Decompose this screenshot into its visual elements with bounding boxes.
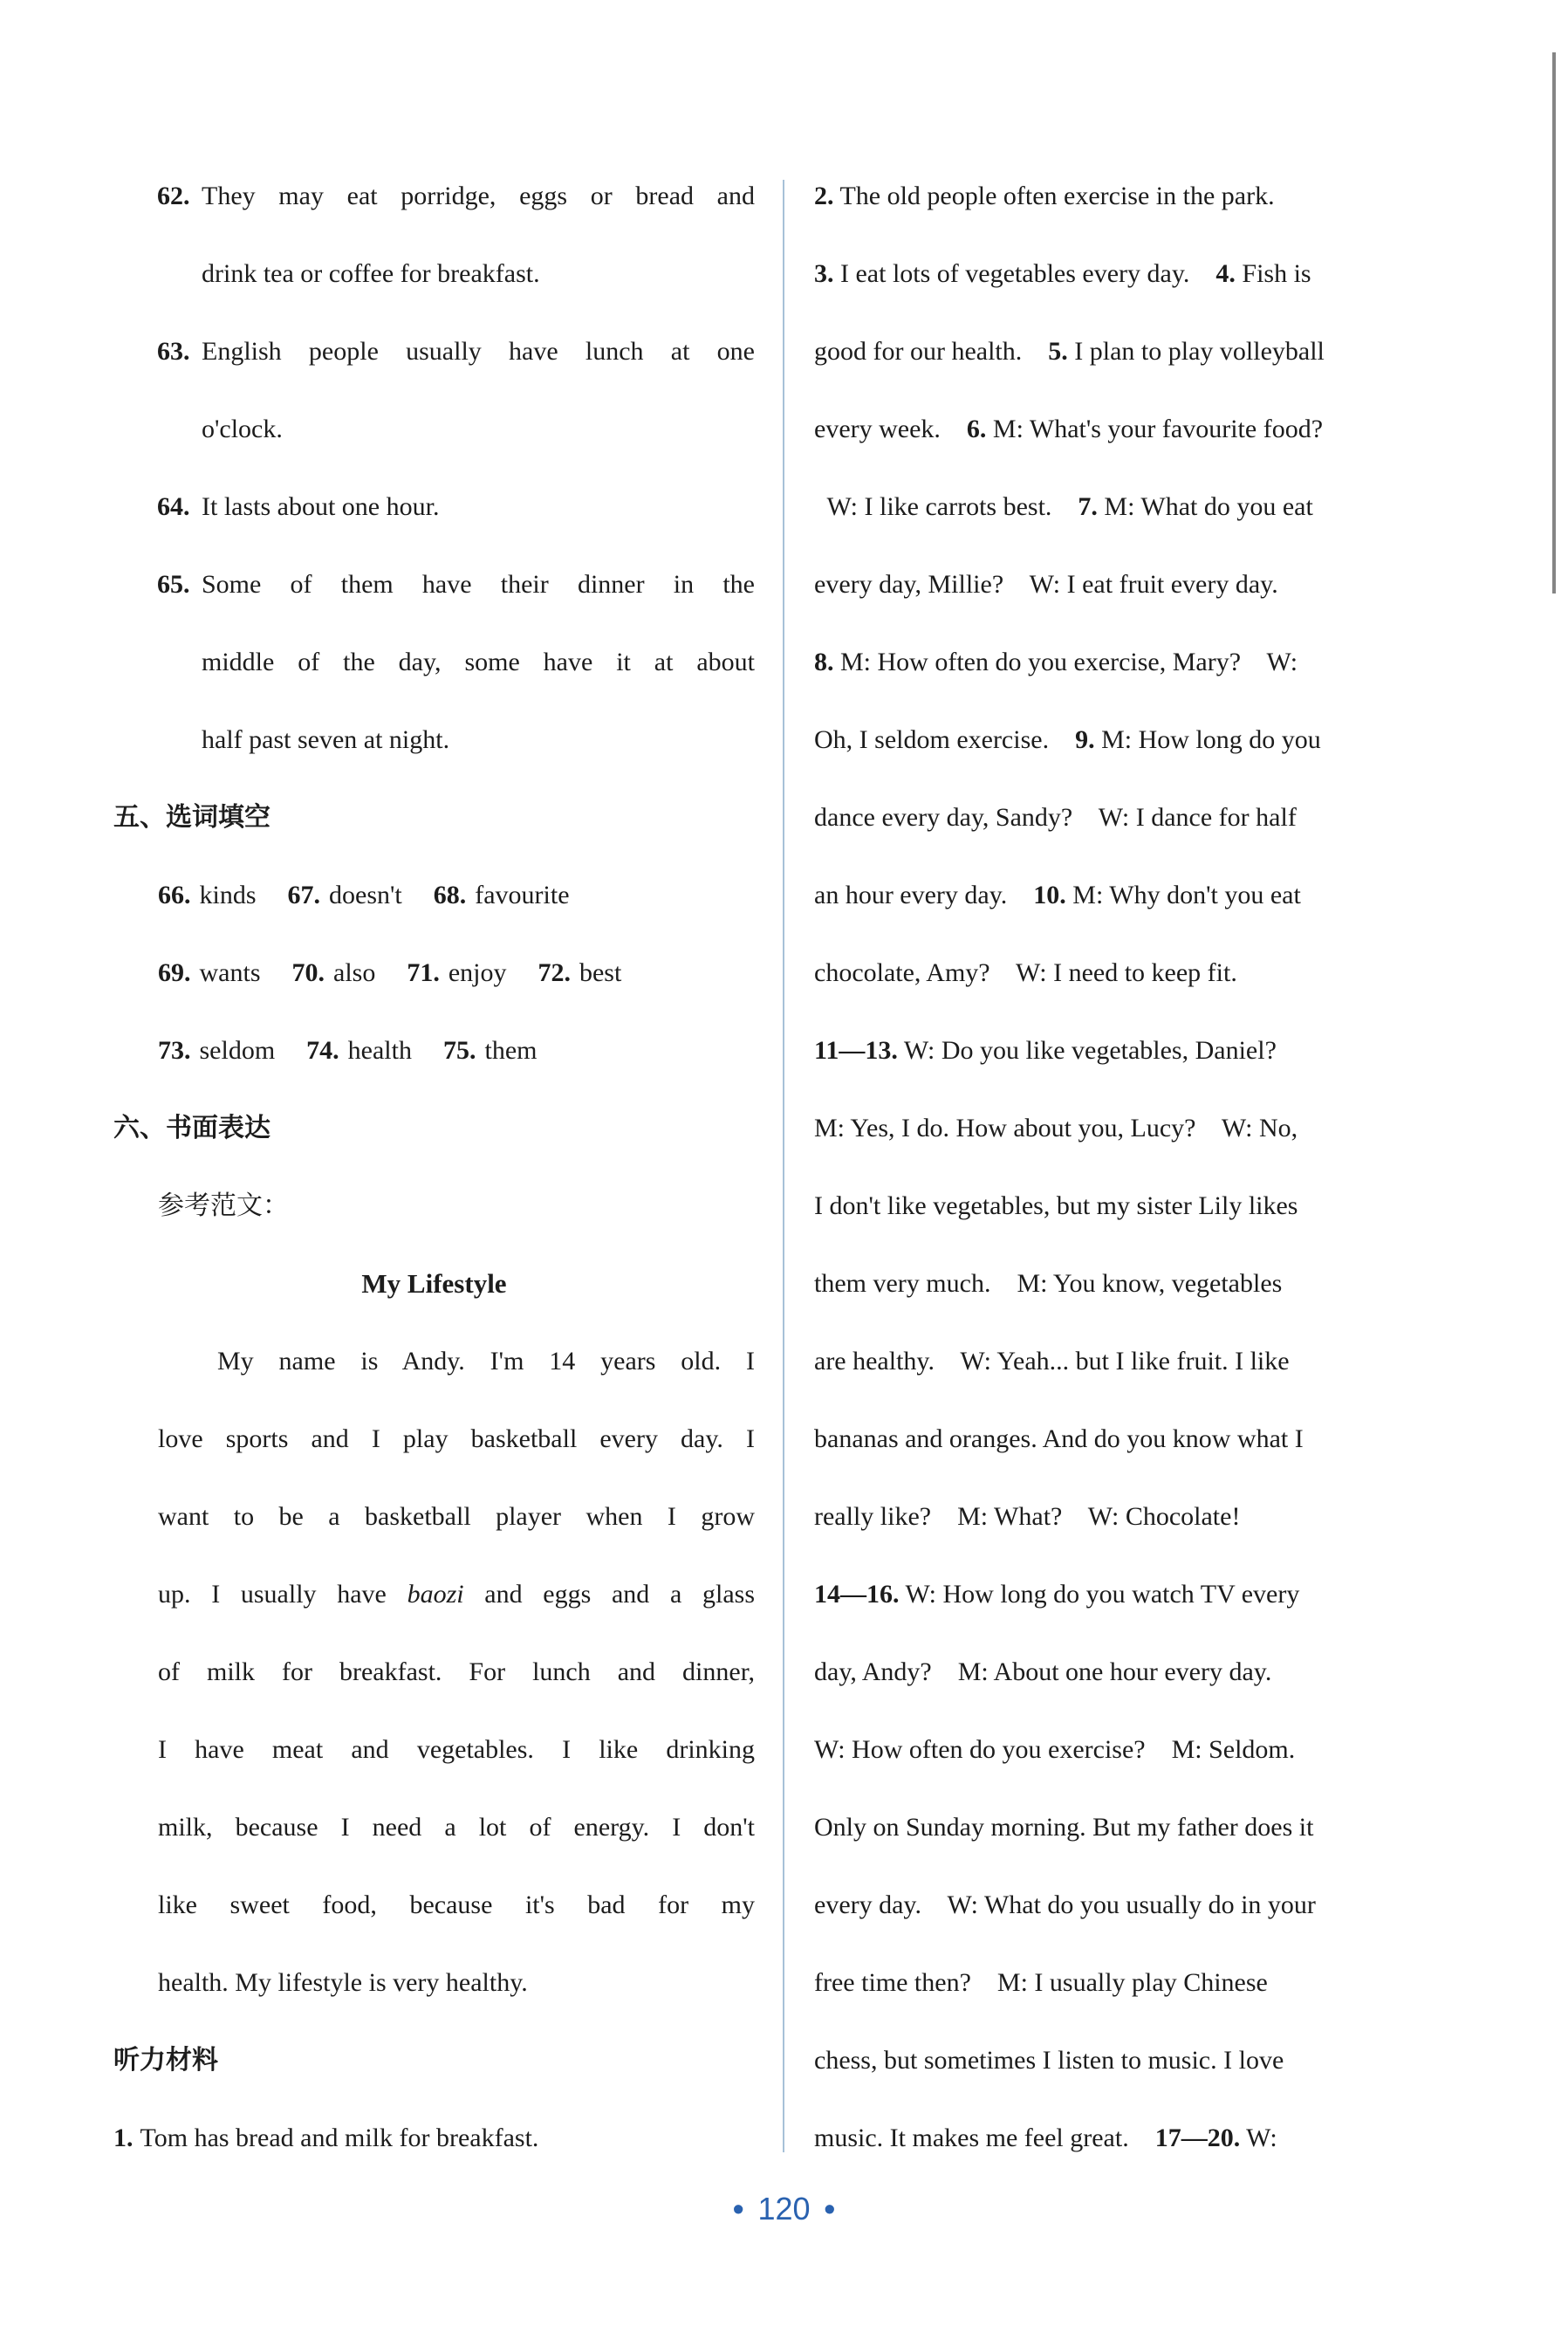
page-number (0, 2191, 1568, 2227)
blank-number: 75. (442, 1036, 476, 1065)
transcript-line (814, 1478, 1457, 1555)
blank-row (113, 1012, 755, 1089)
transcript-text: really like? M: What? W: Chocolate! (814, 1502, 1241, 1531)
page-dot-right: • (824, 2191, 836, 2227)
blank-number: 74. (306, 1036, 339, 1065)
transcript-text: an hour every day. (814, 881, 1034, 909)
essay-line: I have meat and vegetables. I like drinking (158, 1735, 755, 1764)
transcript-text: Only on Sunday morning. But my father does it (814, 1813, 1314, 1842)
essay-text: and eggs and a glass (463, 1580, 756, 1609)
transcript-number: 7. (1078, 492, 1098, 521)
blank-row (113, 856, 755, 934)
column-divider (783, 180, 784, 2152)
transcript-line (814, 1633, 1457, 1711)
transcript-line (814, 779, 1457, 856)
blank-word: them (484, 1036, 538, 1065)
blank-number: 73. (158, 1036, 191, 1065)
listening-item (113, 2099, 755, 2177)
transcript-line (814, 390, 1457, 468)
answer-number: 65. (157, 570, 190, 599)
blank-number: 67. (287, 881, 321, 909)
blank-answer (288, 856, 402, 934)
transcript-line (814, 1089, 1457, 1167)
answer-line (113, 390, 755, 468)
blank-answer (443, 1012, 538, 1089)
transcript-text: I eat lots of vegetables every day. (833, 259, 1216, 288)
blank-word: also (333, 958, 376, 987)
blank-word: best (579, 958, 622, 987)
blank-answer (306, 1012, 412, 1089)
transcript-text: M: How often do you exercise, Mary? W: (833, 648, 1298, 676)
transcript-text: Fish is (1235, 259, 1311, 288)
transcript-line (814, 1012, 1457, 1089)
blank-word: favourite (475, 881, 570, 909)
transcript-line (814, 1322, 1457, 1400)
essay-title: My Lifestyle (361, 1268, 507, 1299)
essay-line: of milk for breakfast. For lunch and dinner, (158, 1657, 755, 1686)
transcript-text: every day, Millie? W: I eat fruit every day. (814, 570, 1278, 599)
transcript-line (814, 934, 1457, 1012)
transcript-number: 4. (1215, 259, 1236, 288)
transcript-line (814, 157, 1457, 235)
transcript-number: 10. (1033, 881, 1066, 909)
section-heading-5: 五、选词填空 (113, 802, 270, 833)
listening-text: Tom has bread and milk for breakfast. (140, 2124, 539, 2152)
scan-edge-mark (1552, 52, 1556, 594)
transcript-line (814, 1245, 1457, 1322)
transcript-text: M: What do you eat (1097, 492, 1313, 521)
blank-answer (158, 1012, 275, 1089)
answer-text: o'clock. (202, 415, 283, 443)
transcript-text: I don't like vegetables, but my sister Lily likes (814, 1191, 1298, 1220)
blank-word: wants (199, 958, 261, 987)
transcript-line (814, 1167, 1457, 1245)
transcript-number: 9. (1075, 725, 1095, 754)
blank-number: 70. (291, 958, 325, 987)
sample-label: 参考范文： (158, 1190, 289, 1221)
transcript-text: bananas and oranges. And do you know what I (814, 1424, 1304, 1453)
transcript-number: 6. (966, 415, 987, 443)
answer-text: It lasts about one hour. (202, 492, 440, 521)
blank-number: 72. (538, 958, 571, 987)
transcript-line (814, 1400, 1457, 1478)
answer-line (113, 468, 755, 545)
blank-word: seldom (199, 1036, 276, 1065)
transcript-text: free time then? M: I usually play Chinese (814, 1968, 1268, 1997)
transcript-text: them very much. M: You know, vegetables (814, 1269, 1283, 1298)
transcript-line (814, 1866, 1457, 1944)
transcript-line (814, 2021, 1457, 2099)
transcript-text: are healthy. W: Yeah... but I like fruit. I like (814, 1347, 1290, 1376)
listening-number: 1. (113, 2124, 134, 2152)
right-column (814, 157, 1457, 2177)
transcript-number: 11—13. (814, 1036, 898, 1065)
answer-number: 63. (157, 337, 190, 366)
transcript-number: 17—20. (1154, 2124, 1241, 2152)
answer-text: half past seven at night. (202, 725, 450, 754)
transcript-number: 5. (1048, 337, 1068, 366)
transcript-text: dance every day, Sandy? W: I dance for half (814, 803, 1297, 832)
blank-word: health (347, 1036, 412, 1065)
transcript-text: M: How long do you (1094, 725, 1321, 754)
section-heading-6: 六、书面表达 (113, 1113, 270, 1143)
transcript-line (814, 1944, 1457, 2021)
blank-answer (158, 856, 257, 934)
answer-line (113, 235, 755, 312)
blank-number: 71. (407, 958, 440, 987)
transcript-text: I plan to play volleyball (1067, 337, 1325, 366)
essay-italic-word: baozi (407, 1580, 464, 1609)
blank-answer (158, 934, 261, 1012)
transcript-line (814, 468, 1457, 545)
answer-text: They may eat porridge, eggs or bread and (202, 182, 755, 210)
transcript-text: M: Yes, I do. How about you, Lucy? W: No, (814, 1114, 1298, 1142)
answer-line (113, 545, 755, 623)
left-column (113, 157, 755, 2177)
transcript-text: every week. (814, 415, 967, 443)
answer-line (113, 157, 755, 235)
transcript-line (814, 1788, 1457, 1866)
transcript-number: 3. (814, 259, 834, 288)
blank-answer (407, 934, 506, 1012)
transcript-line (814, 1555, 1457, 1633)
blank-word: kinds (199, 881, 257, 909)
transcript-text: W: Do you like vegetables, Daniel? (897, 1036, 1277, 1065)
answer-line (113, 312, 755, 390)
answer-line (113, 701, 755, 779)
transcript-line (814, 235, 1457, 312)
answer-text: middle of the day, some have it at about (202, 648, 755, 676)
page-dot-left: • (732, 2191, 744, 2227)
transcript-text: music. It makes me feel great. (814, 2124, 1155, 2152)
listening-heading: 听力材料 (113, 2045, 218, 2076)
essay-line: My name is Andy. I'm 14 years old. I (217, 1347, 755, 1376)
blank-row (113, 934, 755, 1012)
essay-text: up. I usually have (158, 1580, 407, 1609)
transcript-text: every day. W: What do you usually do in your (814, 1890, 1316, 1919)
transcript-line (814, 1711, 1457, 1788)
transcript-line (814, 2099, 1457, 2177)
blank-word: doesn't (329, 881, 402, 909)
essay-line: health. My lifestyle is very healthy. (158, 1968, 528, 1997)
transcript-text: W: How long do you watch TV every (899, 1580, 1300, 1609)
blank-number: 66. (158, 881, 191, 909)
transcript-line (814, 856, 1457, 934)
answer-text: English people usually have lunch at one (202, 337, 755, 366)
transcript-line (814, 312, 1457, 390)
answer-line (113, 623, 755, 701)
answer-number: 62. (157, 182, 190, 210)
blank-number: 68. (433, 881, 467, 909)
blank-answer (538, 934, 621, 1012)
transcript-text: Oh, I seldom exercise. (814, 725, 1076, 754)
transcript-line (814, 701, 1457, 779)
transcript-text: M: Why don't you eat (1065, 881, 1301, 909)
blank-word: enjoy (448, 958, 507, 987)
transcript-text: The old people often exercise in the park. (833, 182, 1275, 210)
transcript-text: day, Andy? M: About one hour every day. (814, 1657, 1272, 1686)
transcript-text: good for our health. (814, 337, 1049, 366)
essay-line: milk, because I need a lot of energy. I don't (158, 1813, 755, 1842)
essay-line: love sports and I play basketball every day. I (158, 1424, 755, 1453)
page-number-text: 120 (757, 2191, 811, 2227)
transcript-text: W: (1240, 2124, 1277, 2152)
transcript-number: 14—16. (814, 1580, 900, 1609)
essay-line (113, 1555, 755, 1633)
answer-text: drink tea or coffee for breakfast. (202, 259, 540, 288)
essay-line: like sweet food, because it's bad for my (158, 1890, 755, 1919)
transcript-text: W: How often do you exercise? M: Seldom. (814, 1735, 1296, 1764)
transcript-line (814, 545, 1457, 623)
blank-answer (292, 934, 376, 1012)
transcript-text: W: I like carrots best. (814, 492, 1078, 521)
transcript-text: chocolate, Amy? W: I need to keep fit. (814, 958, 1237, 987)
transcript-text: M: What's your favourite food? (986, 415, 1324, 443)
answer-number: 64. (157, 492, 190, 521)
transcript-text: chess, but sometimes I listen to music. I love (814, 2046, 1284, 2075)
transcript-line (814, 623, 1457, 701)
essay-line: want to be a basketball player when I grow (158, 1502, 755, 1531)
transcript-number: 2. (814, 182, 834, 210)
blank-number: 69. (158, 958, 191, 987)
answer-text: Some of them have their dinner in the (202, 570, 755, 599)
blank-answer (434, 856, 570, 934)
transcript-number: 8. (814, 648, 834, 676)
